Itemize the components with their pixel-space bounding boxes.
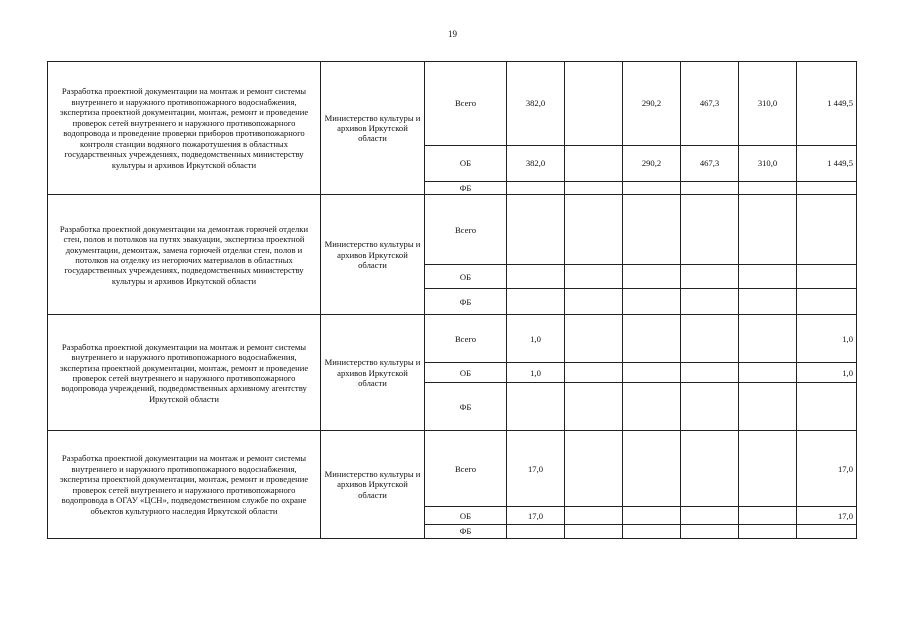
funding-value	[507, 265, 565, 289]
funding-source: ОБ	[425, 265, 507, 289]
funding-value	[681, 363, 739, 383]
funding-value	[565, 195, 623, 265]
funding-source: ОБ	[425, 146, 507, 182]
funding-value	[681, 289, 739, 315]
funding-value	[797, 182, 857, 195]
page-number: 19	[448, 29, 457, 39]
funding-value: 1 449,5	[797, 62, 857, 146]
responsible-executor: Министерство культуры и архивов Иркутской области	[321, 62, 425, 195]
funding-value	[565, 383, 623, 431]
funding-value	[565, 265, 623, 289]
funding-source: ФБ	[425, 525, 507, 538]
funding-value	[739, 195, 797, 265]
funding-value	[797, 383, 857, 431]
table-row	[48, 431, 857, 507]
funding-value	[623, 265, 681, 289]
responsible-executor: Министерство культуры и архивов Иркутской области	[321, 195, 425, 315]
measure-description: Разработка проектной документации на демонтаж горючей отделки стен, полов и потолков на путях эвакуации, экспертиза проектной документации, демонтаж, замена горючей отделки стен, полов и потолков на отделку из негорючих материалов в областных государственных учреждениях, подведомственных министерству культуры и архивов Иркутской области	[48, 195, 321, 315]
measure-description: Разработка проектной документации на монтаж и ремонт системы внутреннего и наружного противопожарного водоснабжения, экспертиза проектной документации, монтаж, ремонт и проведение проверок сетей внутреннего и наружного противопожарного водопровода учреждений, подведомственных архивному агентству Иркутской области	[48, 315, 321, 431]
funding-value	[565, 363, 623, 383]
funding-value	[565, 289, 623, 315]
funding-value: 17,0	[797, 431, 857, 507]
funding-value	[565, 525, 623, 538]
responsible-executor: Министерство культуры и архивов Иркутской области	[321, 431, 425, 538]
funding-value	[565, 62, 623, 146]
funding-value	[623, 182, 681, 195]
funding-value	[739, 525, 797, 538]
funding-value	[623, 315, 681, 363]
funding-value	[797, 289, 857, 315]
funding-value	[681, 265, 739, 289]
funding-source: ФБ	[425, 182, 507, 195]
funding-source: Всего	[425, 195, 507, 265]
measure-description: Разработка проектной документации на монтаж и ремонт системы внутреннего и наружного противопожарного водоснабжения, экспертиза проектной документации, монтаж, ремонт и проведение проверок сетей внутреннего и наружного противопожарного водопровода в ОГАУ «ЦСН», подведомственном службе по охране объектов культурного наследия Иркутской области	[48, 431, 321, 538]
funding-value: 467,3	[681, 62, 739, 146]
funding-value	[507, 383, 565, 431]
funding-value: 1,0	[797, 363, 857, 383]
funding-value	[565, 182, 623, 195]
funding-value	[739, 431, 797, 507]
funding-value: 467,3	[681, 146, 739, 182]
funding-value	[739, 507, 797, 525]
funding-value	[623, 525, 681, 538]
funding-source: ФБ	[425, 289, 507, 315]
funding-value	[739, 289, 797, 315]
funding-value	[623, 195, 681, 265]
funding-value	[681, 195, 739, 265]
funding-value	[681, 525, 739, 538]
funding-value	[623, 363, 681, 383]
funding-value	[797, 525, 857, 538]
funding-value: 382,0	[507, 62, 565, 146]
funding-value: 310,0	[739, 146, 797, 182]
funding-value	[797, 265, 857, 289]
funding-value: 290,2	[623, 62, 681, 146]
funding-value	[739, 265, 797, 289]
funding-value	[681, 182, 739, 195]
funding-value	[681, 507, 739, 525]
funding-value	[681, 315, 739, 363]
funding-value	[507, 182, 565, 195]
funding-value	[507, 525, 565, 538]
funding-value: 17,0	[797, 507, 857, 525]
funding-source: Всего	[425, 315, 507, 363]
funding-value: 310,0	[739, 62, 797, 146]
funding-value	[623, 383, 681, 431]
funding-value	[507, 289, 565, 315]
funding-value: 1,0	[507, 315, 565, 363]
funding-value: 290,2	[623, 146, 681, 182]
funding-value	[623, 289, 681, 315]
funding-value: 1 449,5	[797, 146, 857, 182]
budget-table-body	[48, 62, 857, 539]
table-row	[48, 62, 857, 146]
funding-value	[623, 507, 681, 525]
funding-value	[565, 431, 623, 507]
funding-value: 17,0	[507, 507, 565, 525]
funding-value: 1,0	[797, 315, 857, 363]
funding-value	[739, 182, 797, 195]
responsible-executor: Министерство культуры и архивов Иркутской области	[321, 315, 425, 431]
funding-value	[681, 431, 739, 507]
funding-value: 382,0	[507, 146, 565, 182]
measure-description: Разработка проектной документации на монтаж и ремонт системы внутреннего и наружного противопожарного водоснабжения, экспертиза проектной документации, монтаж, ремонт и проведение проверок сетей внутреннего и наружного противопожарного водопровода и проведение проверки приборов противопожарного контроля станции водяного пожаротушения в областных государственных учреждениях, подведомственных министерству культуры и архивов Иркутской области	[48, 62, 321, 195]
table-row	[48, 195, 857, 265]
funding-value	[565, 507, 623, 525]
funding-value: 1,0	[507, 363, 565, 383]
funding-source: ФБ	[425, 383, 507, 431]
funding-value	[565, 315, 623, 363]
funding-source: ОБ	[425, 507, 507, 525]
funding-source: Всего	[425, 431, 507, 507]
table-row	[48, 315, 857, 363]
funding-value: 17,0	[507, 431, 565, 507]
funding-value	[797, 195, 857, 265]
funding-value	[739, 315, 797, 363]
funding-value	[507, 195, 565, 265]
funding-value	[623, 431, 681, 507]
funding-source: ОБ	[425, 363, 507, 383]
funding-value	[681, 383, 739, 431]
funding-value	[565, 146, 623, 182]
funding-value	[739, 383, 797, 431]
funding-source: Всего	[425, 62, 507, 146]
budget-table	[47, 61, 857, 539]
funding-value	[739, 363, 797, 383]
